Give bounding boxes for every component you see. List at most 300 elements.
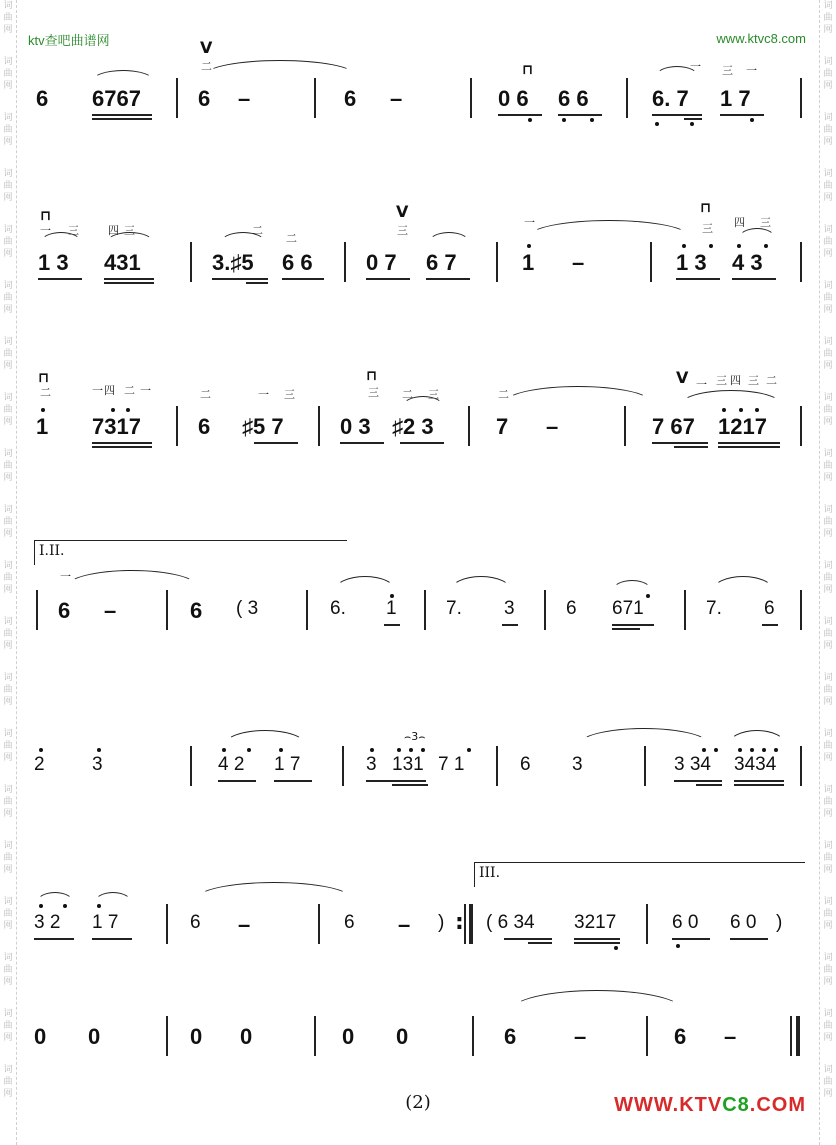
watermark-char: 曲 bbox=[3, 1077, 13, 1087]
dash: – bbox=[724, 1024, 737, 1049]
watermark-char: 网 bbox=[823, 81, 833, 91]
close-paren: ) bbox=[776, 912, 783, 933]
watermark-char: 词 bbox=[823, 1065, 833, 1075]
fingering-mark: 二 bbox=[200, 388, 211, 401]
fingering-mark: 三 bbox=[760, 216, 771, 229]
note-group: 0 3 bbox=[340, 414, 371, 439]
watermark-char: 词 bbox=[3, 449, 13, 459]
barline bbox=[800, 406, 802, 446]
repeat-colon: : bbox=[455, 910, 464, 935]
underline bbox=[92, 938, 132, 940]
note-group: 7 1 bbox=[438, 754, 465, 775]
watermark-char: 网 bbox=[3, 865, 13, 875]
barline bbox=[190, 242, 192, 282]
note-group: 3434 bbox=[734, 754, 777, 775]
fingering-mark: 二 bbox=[201, 60, 212, 73]
high-octave-dot bbox=[247, 748, 251, 752]
watermark-char: 网 bbox=[823, 865, 833, 875]
note: 1 bbox=[522, 250, 535, 275]
watermark-char: 曲 bbox=[3, 349, 13, 359]
dash: – bbox=[572, 250, 585, 275]
watermark-char: 网 bbox=[3, 921, 13, 931]
watermark-char: 曲 bbox=[823, 349, 833, 359]
barline bbox=[496, 242, 498, 282]
underline bbox=[652, 442, 708, 444]
note: 0 bbox=[34, 1024, 47, 1049]
watermark-char: 词 bbox=[3, 729, 13, 739]
note: 6 bbox=[674, 1024, 687, 1049]
score-row-2 bbox=[0, 200, 836, 294]
watermark-char: 曲 bbox=[823, 629, 833, 639]
watermark-char: 词 bbox=[3, 617, 13, 627]
note: 7 bbox=[496, 414, 509, 439]
watermark-char: 网 bbox=[823, 585, 833, 595]
high-octave-dot bbox=[397, 748, 401, 752]
watermark-char: 词 bbox=[823, 785, 833, 795]
fingering-mark: 四 bbox=[108, 224, 119, 237]
watermark-char: 曲 bbox=[3, 69, 13, 79]
barline bbox=[190, 746, 192, 786]
barline bbox=[344, 242, 346, 282]
underline bbox=[104, 278, 154, 280]
slur bbox=[450, 576, 512, 591]
underline bbox=[612, 628, 640, 630]
underline bbox=[104, 282, 154, 284]
watermark-char: 词 bbox=[823, 1009, 833, 1019]
slur bbox=[612, 580, 652, 591]
watermark-char: 词 bbox=[823, 617, 833, 627]
watermark-char: 曲 bbox=[3, 741, 13, 751]
barline bbox=[470, 78, 472, 118]
watermark-char: 词 bbox=[823, 897, 833, 907]
note-group: 7 67 bbox=[652, 414, 695, 439]
underline bbox=[504, 938, 552, 940]
fingering-mark: 三 bbox=[397, 224, 408, 237]
watermark-char: 词 bbox=[823, 57, 833, 67]
barline bbox=[166, 904, 168, 944]
bow-down-mark: ⊓ bbox=[40, 208, 52, 224]
note: 0 bbox=[396, 1024, 409, 1049]
watermark-char: 网 bbox=[823, 249, 833, 259]
fingering-mark: 一 bbox=[92, 384, 103, 397]
note-group: 1 3 bbox=[38, 250, 69, 275]
watermark-char: 曲 bbox=[823, 13, 833, 23]
footer-brand-part2: C8 bbox=[722, 1094, 750, 1116]
watermark-char: 网 bbox=[823, 641, 833, 651]
watermark-char: 词 bbox=[3, 785, 13, 795]
footer-brand-part3: .COM bbox=[749, 1094, 806, 1116]
watermark-char: 词 bbox=[3, 841, 13, 851]
underline bbox=[92, 114, 152, 116]
barline bbox=[684, 590, 686, 630]
slur bbox=[92, 70, 154, 81]
high-octave-dot bbox=[750, 748, 754, 752]
note-group: 0 7 bbox=[366, 250, 397, 275]
underline bbox=[718, 442, 780, 444]
slur bbox=[528, 220, 690, 237]
watermark-char: 词 bbox=[823, 505, 833, 515]
underline bbox=[674, 780, 722, 782]
high-octave-dot bbox=[739, 408, 743, 412]
underline bbox=[400, 442, 444, 444]
underline bbox=[652, 114, 702, 116]
watermark-char: 曲 bbox=[823, 237, 833, 247]
note-group: ( 3 bbox=[236, 598, 259, 619]
watermark-char: 网 bbox=[3, 697, 13, 707]
watermark-char: 网 bbox=[3, 193, 13, 203]
watermark-char: 网 bbox=[3, 473, 13, 483]
watermark-char: 曲 bbox=[3, 909, 13, 919]
watermark-char: 网 bbox=[823, 697, 833, 707]
watermark-char: 曲 bbox=[3, 797, 13, 807]
high-octave-dot bbox=[527, 244, 531, 248]
fingering-mark: 四 bbox=[104, 384, 115, 397]
watermark-char: 网 bbox=[823, 305, 833, 315]
watermark-char: 词 bbox=[3, 1065, 13, 1075]
bow-up-mark: V bbox=[676, 368, 689, 387]
watermark-char: 曲 bbox=[823, 853, 833, 863]
note-group: 6767 bbox=[92, 86, 141, 111]
underline bbox=[718, 446, 780, 448]
fingering-mark: 三 bbox=[368, 386, 379, 399]
watermark-char: 曲 bbox=[3, 13, 13, 23]
high-octave-dot bbox=[126, 408, 130, 412]
watermark-char: 词 bbox=[823, 281, 833, 291]
fingering-mark: 一 bbox=[746, 64, 757, 77]
underline bbox=[392, 784, 428, 786]
note: 6 bbox=[504, 1024, 517, 1049]
underline bbox=[366, 780, 426, 782]
watermark-char: 曲 bbox=[3, 965, 13, 975]
bow-down-mark: ⊓ bbox=[700, 200, 712, 216]
score-row-4 bbox=[0, 570, 836, 642]
watermark-char: 网 bbox=[823, 529, 833, 539]
barline bbox=[496, 746, 498, 786]
high-octave-dot bbox=[39, 904, 43, 908]
underline bbox=[92, 118, 152, 120]
watermark-char: 词 bbox=[823, 169, 833, 179]
header-site-name[interactable]: ktv查吧曲谱网 bbox=[28, 33, 110, 48]
fingering-mark: 一 bbox=[60, 570, 71, 583]
watermark-char: 词 bbox=[3, 673, 13, 683]
watermark-char: 网 bbox=[823, 1033, 833, 1043]
slur bbox=[510, 990, 684, 1011]
high-octave-dot bbox=[111, 408, 115, 412]
watermark-char: 曲 bbox=[823, 293, 833, 303]
barline bbox=[646, 904, 648, 944]
watermark-char: 网 bbox=[3, 361, 13, 371]
watermark-char: 曲 bbox=[823, 797, 833, 807]
underline bbox=[574, 938, 620, 940]
slur bbox=[205, 60, 355, 75]
high-octave-dot bbox=[97, 748, 101, 752]
fingering-mark: 一 bbox=[140, 384, 151, 397]
low-octave-dot bbox=[750, 118, 754, 122]
fingering-mark: 一 bbox=[696, 378, 707, 391]
underline bbox=[734, 784, 784, 786]
barline bbox=[318, 406, 320, 446]
note-group: 6 6 bbox=[558, 86, 589, 111]
note-group: ♯5 7 bbox=[242, 414, 284, 439]
watermark-char: 网 bbox=[3, 809, 13, 819]
low-octave-dot bbox=[528, 118, 532, 122]
dash: – bbox=[574, 1024, 587, 1049]
high-octave-dot bbox=[702, 748, 706, 752]
watermark-char: 词 bbox=[3, 505, 13, 515]
watermark-char: 网 bbox=[823, 753, 833, 763]
note: 6 bbox=[344, 912, 355, 933]
note-group: 1 7 bbox=[720, 86, 751, 111]
underline bbox=[558, 114, 602, 116]
watermark-char: 词 bbox=[3, 337, 13, 347]
fingering-mark: 一 bbox=[524, 216, 535, 229]
watermark-char: 网 bbox=[823, 473, 833, 483]
fingering-mark: 二 bbox=[40, 386, 51, 399]
barline bbox=[644, 746, 646, 786]
watermark-char: 词 bbox=[823, 225, 833, 235]
underline bbox=[732, 278, 776, 280]
watermark-char: 词 bbox=[3, 561, 13, 571]
note-group: 1217 bbox=[718, 414, 767, 439]
dash: – bbox=[546, 414, 559, 439]
note: 1 bbox=[36, 414, 49, 439]
barline bbox=[790, 1016, 792, 1056]
watermark-char: 曲 bbox=[823, 1077, 833, 1087]
watermark-char: 网 bbox=[3, 641, 13, 651]
underline bbox=[672, 938, 710, 940]
note-group: ♯2 3 bbox=[392, 414, 434, 439]
barline bbox=[464, 904, 466, 944]
note: 3 bbox=[504, 598, 515, 619]
dash: – bbox=[238, 86, 251, 111]
watermark-char: 网 bbox=[3, 249, 13, 259]
watermark-char: 曲 bbox=[3, 517, 13, 527]
fingering-mark: 三 bbox=[428, 388, 439, 401]
fingering-mark: 一 bbox=[258, 388, 269, 401]
underline bbox=[38, 278, 82, 280]
watermark-char: 曲 bbox=[3, 181, 13, 191]
slur bbox=[94, 892, 132, 903]
watermark-char: 词 bbox=[823, 673, 833, 683]
high-octave-dot bbox=[762, 748, 766, 752]
note-group: 3217 bbox=[574, 912, 617, 933]
watermark-char: 词 bbox=[3, 57, 13, 67]
close-paren: ) bbox=[438, 912, 445, 933]
low-octave-dot bbox=[690, 122, 694, 126]
watermark-char: 曲 bbox=[3, 685, 13, 695]
underline bbox=[734, 780, 784, 782]
barline bbox=[318, 904, 320, 944]
watermark-char: 曲 bbox=[3, 1021, 13, 1031]
volta-bracket: I.II. bbox=[34, 540, 347, 565]
underline bbox=[684, 118, 702, 120]
high-octave-dot bbox=[409, 748, 413, 752]
note: 6 bbox=[190, 598, 203, 623]
note-group: 6 0 bbox=[672, 912, 699, 933]
barline bbox=[342, 746, 344, 786]
underline bbox=[282, 278, 324, 280]
watermark-char: 词 bbox=[823, 729, 833, 739]
fingering-mark: 三 bbox=[716, 374, 727, 387]
watermark-char: 曲 bbox=[3, 573, 13, 583]
barline bbox=[176, 78, 178, 118]
low-octave-dot bbox=[562, 118, 566, 122]
fingering-mark: 二 bbox=[766, 374, 777, 387]
note-group: 1 7 bbox=[274, 754, 301, 775]
note: 6. bbox=[330, 598, 346, 619]
watermark-char: 词 bbox=[823, 953, 833, 963]
watermark-char: 词 bbox=[3, 1009, 13, 1019]
slur bbox=[428, 232, 470, 243]
high-octave-dot bbox=[755, 408, 759, 412]
watermark-char: 词 bbox=[823, 1, 833, 11]
watermark-char: 词 bbox=[823, 841, 833, 851]
barline bbox=[424, 590, 426, 630]
slur bbox=[334, 576, 396, 591]
fingering-mark: 二 bbox=[286, 232, 297, 245]
watermark-char: 网 bbox=[823, 1089, 833, 1099]
watermark-char: 词 bbox=[3, 393, 13, 403]
barline bbox=[306, 590, 308, 630]
header-site-url[interactable]: www.ktvc8.com bbox=[716, 31, 806, 46]
slur bbox=[504, 386, 652, 403]
watermark-char: 曲 bbox=[3, 125, 13, 135]
fingering-mark: 三 bbox=[124, 224, 135, 237]
note-group: 6 7 bbox=[426, 250, 457, 275]
note-group: 4 3 bbox=[732, 250, 763, 275]
high-octave-dot bbox=[97, 904, 101, 908]
watermark-char: 曲 bbox=[3, 629, 13, 639]
page-number: (2) bbox=[405, 1092, 431, 1113]
low-octave-dot bbox=[655, 122, 659, 126]
watermark-char: 网 bbox=[3, 25, 13, 35]
watermark-char: 网 bbox=[3, 753, 13, 763]
footer-brand[interactable] bbox=[614, 1094, 806, 1117]
high-octave-dot bbox=[709, 244, 713, 248]
underline bbox=[254, 442, 298, 444]
barline bbox=[468, 406, 470, 446]
watermark-char: 词 bbox=[3, 897, 13, 907]
watermark-char: 网 bbox=[3, 305, 13, 315]
right-watermark-strip bbox=[819, 0, 836, 1145]
watermark-char: 词 bbox=[3, 113, 13, 123]
note-group: 131 bbox=[392, 754, 424, 775]
bow-up-mark: V bbox=[200, 38, 213, 57]
underline bbox=[762, 624, 778, 626]
high-octave-dot bbox=[774, 748, 778, 752]
watermark-char: 曲 bbox=[3, 293, 13, 303]
barline bbox=[472, 1016, 474, 1056]
watermark-char: 曲 bbox=[823, 909, 833, 919]
low-octave-dot bbox=[676, 944, 680, 948]
watermark-char: 词 bbox=[3, 225, 13, 235]
left-watermark-strip bbox=[0, 0, 17, 1145]
barline bbox=[176, 406, 178, 446]
watermark-char: 词 bbox=[823, 337, 833, 347]
watermark-char: 网 bbox=[823, 417, 833, 427]
watermark-char: 曲 bbox=[3, 461, 13, 471]
score-row-7 bbox=[0, 1008, 836, 1068]
watermark-char: 词 bbox=[3, 953, 13, 963]
underline bbox=[340, 442, 384, 444]
high-octave-dot bbox=[737, 244, 741, 248]
watermark-char: 网 bbox=[3, 977, 13, 987]
watermark-char: 网 bbox=[823, 25, 833, 35]
underline bbox=[574, 942, 620, 944]
note-group: 6 6 bbox=[282, 250, 313, 275]
note-group: 3 34 bbox=[674, 754, 711, 775]
slur bbox=[196, 882, 352, 899]
fingering-mark: 二 bbox=[402, 388, 413, 401]
high-octave-dot bbox=[682, 244, 686, 248]
dash: – bbox=[398, 912, 411, 937]
barline bbox=[314, 1016, 316, 1056]
high-octave-dot bbox=[41, 408, 45, 412]
note: 3 bbox=[366, 754, 377, 775]
note: 3 bbox=[572, 754, 583, 775]
underline bbox=[498, 114, 542, 116]
underline bbox=[274, 780, 312, 782]
watermark-char: 网 bbox=[823, 361, 833, 371]
score-row-6 bbox=[0, 896, 836, 956]
watermark-char: 曲 bbox=[823, 461, 833, 471]
bow-down-mark: ⊓ bbox=[522, 62, 534, 78]
low-octave-dot bbox=[590, 118, 594, 122]
watermark-char: 曲 bbox=[823, 517, 833, 527]
watermark-char: 曲 bbox=[823, 685, 833, 695]
high-octave-dot bbox=[764, 244, 768, 248]
watermark-char: 曲 bbox=[3, 405, 13, 415]
note: 0 bbox=[190, 1024, 203, 1049]
footer-brand-part1: WWW.KTV bbox=[614, 1094, 723, 1116]
bow-down-mark: ⊓ bbox=[38, 370, 50, 386]
fingering-mark: 二 bbox=[124, 384, 135, 397]
score-row-5 bbox=[0, 730, 836, 798]
underline bbox=[674, 446, 708, 448]
barline bbox=[36, 590, 38, 630]
underline bbox=[426, 278, 470, 280]
note: 6 bbox=[520, 754, 531, 775]
fingering-mark: 一 bbox=[40, 224, 51, 237]
fingering-mark: 三 bbox=[748, 374, 759, 387]
note: 3 bbox=[92, 754, 103, 775]
underline bbox=[502, 624, 518, 626]
underline bbox=[528, 942, 552, 944]
note: 0 bbox=[88, 1024, 101, 1049]
slur bbox=[224, 730, 306, 745]
underline bbox=[384, 624, 400, 626]
high-octave-dot bbox=[646, 594, 650, 598]
dash: – bbox=[390, 86, 403, 111]
high-octave-dot bbox=[467, 748, 471, 752]
slur bbox=[578, 728, 710, 745]
low-octave-dot bbox=[614, 946, 618, 950]
high-octave-dot bbox=[738, 748, 742, 752]
note-group: 3.♯5 bbox=[212, 250, 254, 275]
note-group: 1 3 bbox=[676, 250, 707, 275]
fingering-mark: 四 bbox=[730, 374, 741, 387]
slur bbox=[36, 892, 74, 903]
watermark-char: 曲 bbox=[823, 405, 833, 415]
watermark-char: 网 bbox=[3, 529, 13, 539]
barline bbox=[314, 78, 316, 118]
fingering-mark: 一 bbox=[690, 60, 701, 73]
watermark-char: 曲 bbox=[823, 125, 833, 135]
note: 0 bbox=[342, 1024, 355, 1049]
note: 6 bbox=[344, 86, 357, 111]
watermark-char: 曲 bbox=[823, 573, 833, 583]
barline bbox=[624, 406, 626, 446]
